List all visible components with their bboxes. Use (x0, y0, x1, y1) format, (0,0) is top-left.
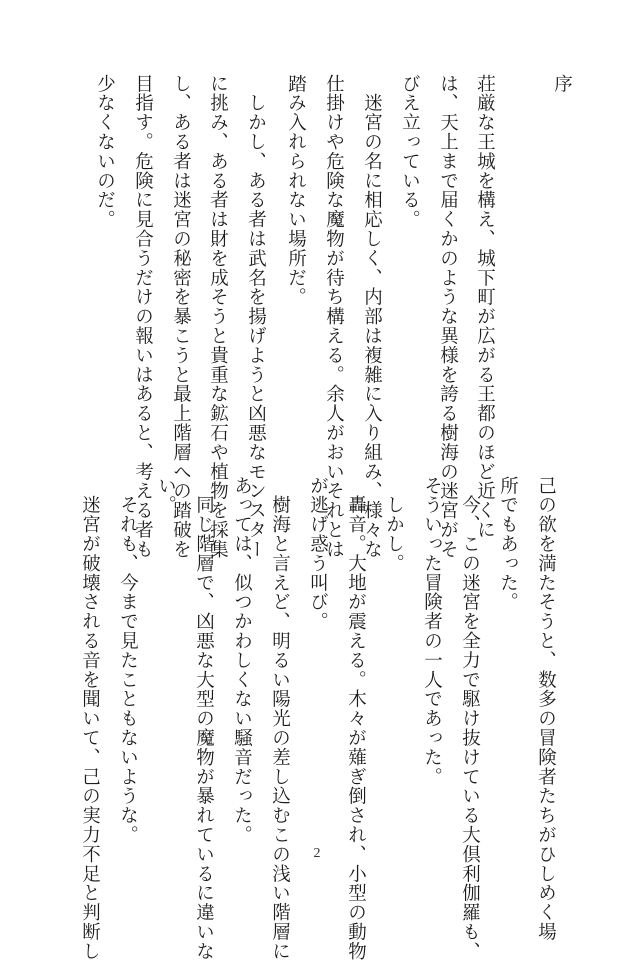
text-column: 己の欲を満たそうと、数多の冒険者たちがひしめく場 (535, 476, 557, 942)
text-column: い。 (155, 476, 177, 515)
text-column: 轟音。大地が震える。木々が薙ぎ倒され、小型の動物 (345, 476, 367, 961)
text-column: 目指す。危険に見合うだけの報いはあると、考える者も (132, 74, 154, 559)
text-column: 仕掛けや危険な魔物が待ち構える。余人がおいそれとは (323, 74, 345, 559)
chapter-heading: 序 (551, 74, 573, 94)
text-column: びえ立っている。 (399, 74, 421, 230)
text-column: そういった冒険者の一人であった。 (421, 476, 443, 787)
text-column: 樹海と言えど、明るい陽光の差し込むこの浅い階層に (269, 476, 291, 961)
text-column: 踏み入れられない場所だ。 (285, 74, 307, 307)
text-column: 荘厳な王城を構え、城下町が広がる王都のほど近くに (474, 74, 496, 540)
text-column: 今、この迷宮を全力で駆け抜けている大倶利伽羅も、 (459, 476, 481, 961)
page-number: 2 (313, 846, 321, 861)
text-column: し、ある者は迷宮の秘密を暴こうと最上階層への踏破を (170, 74, 192, 559)
text-column: しかし、ある者は武名を揚げようと凶悪なモンスター (245, 74, 267, 559)
text-column: しかし。 (383, 476, 405, 573)
text-column: が逃げ惑う叫び。 (307, 476, 329, 632)
text-column: 迷宮の名に相応しく、内部は複雑に入り組み、様々な (361, 74, 383, 559)
text-column: は、天上まで届くかのような異様を誇る樹海の迷宮がそ (437, 74, 459, 559)
text-column: 所でもあった。 (497, 476, 519, 612)
text-column: 迷宮が破壊される音を聞いて、己の実力不足と判断し (79, 476, 101, 961)
text-column: 同じ階層で、凶悪な大型の魔物が暴れているに違いな (193, 476, 215, 961)
text-column: に挑み、ある者は財を成そうと貴重な鉱石や植物を採集 (207, 74, 229, 559)
text-column: 少なくないのだ。 (94, 74, 116, 230)
text-column: それも、今まで見たこともないような。 (117, 476, 139, 845)
text-column: あっては、似つかわしくない騒音だった。 (231, 476, 253, 845)
